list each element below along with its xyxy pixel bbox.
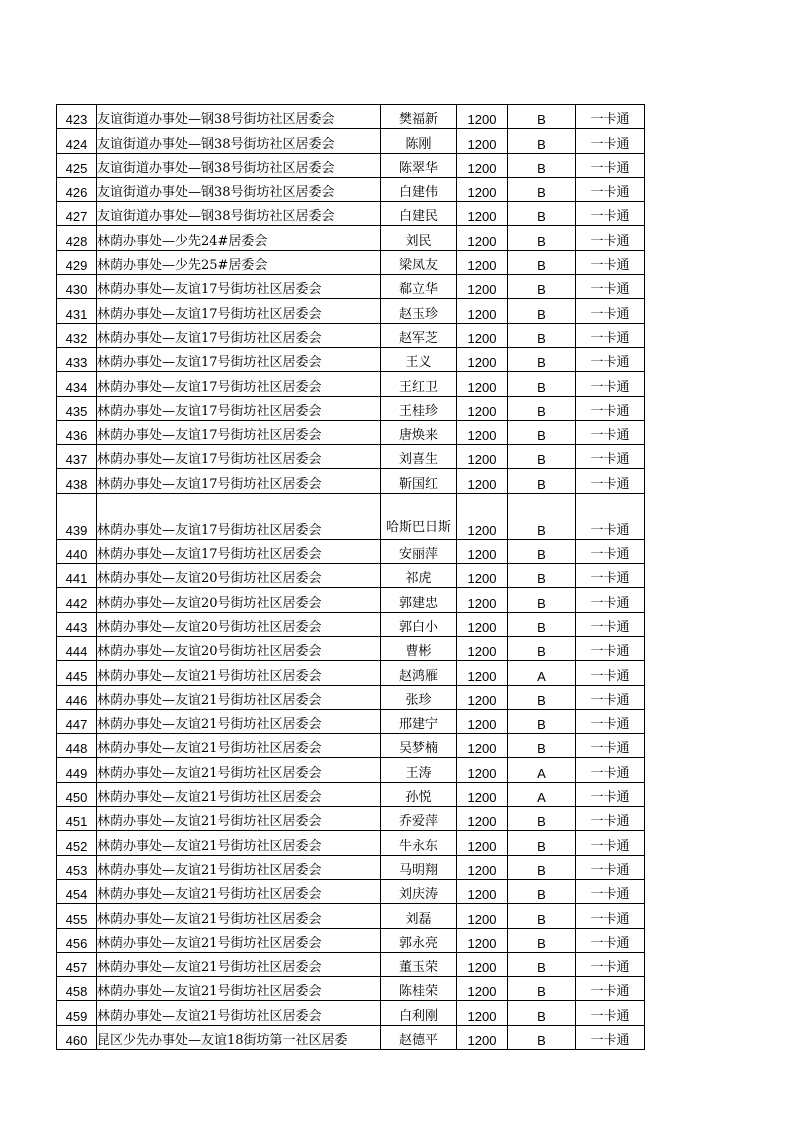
organization-cell: 林荫办事处—友谊21号街坊社区居委会 <box>97 855 381 879</box>
payment-method-cell: 一卡通 <box>576 952 645 976</box>
person-name-cell: 孙悦 <box>381 782 457 806</box>
organization-cell: 林荫办事处—友谊21号街坊社区居委会 <box>97 879 381 903</box>
organization-cell: 林荫办事处—友谊21号街坊社区居委会 <box>97 904 381 928</box>
table-row <box>57 612 645 636</box>
row-number: 441 <box>57 564 97 588</box>
amount-cell: 1200 <box>457 734 508 758</box>
payment-method-cell: 一卡通 <box>576 636 645 660</box>
amount-cell: 1200 <box>457 831 508 855</box>
payment-method-cell: 一卡通 <box>576 177 645 201</box>
table-row <box>57 347 645 371</box>
grade-cell: B <box>508 323 576 347</box>
row-number: 437 <box>57 445 97 469</box>
table-row <box>57 202 645 226</box>
person-name-cell: 樊福新 <box>381 105 457 129</box>
row-number: 428 <box>57 226 97 250</box>
person-name-cell: 唐焕来 <box>381 420 457 444</box>
row-number: 459 <box>57 1001 97 1025</box>
organization-cell: 友谊街道办事处—钢38号街坊社区居委会 <box>97 153 381 177</box>
amount-cell: 1200 <box>457 493 508 539</box>
amount-cell: 1200 <box>457 396 508 420</box>
table-row <box>57 661 645 685</box>
table-row <box>57 323 645 347</box>
person-name-cell: 王涛 <box>381 758 457 782</box>
payment-method-cell: 一卡通 <box>576 347 645 371</box>
person-name-cell: 陈翠华 <box>381 153 457 177</box>
amount-cell: 1200 <box>457 372 508 396</box>
table-row <box>57 588 645 612</box>
amount-cell: 1200 <box>457 153 508 177</box>
table-row <box>57 299 645 323</box>
amount-cell: 1200 <box>457 105 508 129</box>
payment-method-cell: 一卡通 <box>576 831 645 855</box>
table-row <box>57 177 645 201</box>
payment-method-cell: 一卡通 <box>576 709 645 733</box>
grade-cell: B <box>508 1025 576 1049</box>
amount-cell: 1200 <box>457 709 508 733</box>
amount-cell: 1200 <box>457 539 508 563</box>
payment-method-cell: 一卡通 <box>576 1001 645 1025</box>
amount-cell: 1200 <box>457 685 508 709</box>
organization-cell: 林荫办事处—友谊21号街坊社区居委会 <box>97 661 381 685</box>
row-number: 458 <box>57 977 97 1001</box>
table-row <box>57 129 645 153</box>
table-row <box>57 469 645 493</box>
amount-cell: 1200 <box>457 1001 508 1025</box>
grade-cell: B <box>508 831 576 855</box>
row-number: 445 <box>57 661 97 685</box>
person-name-cell: 马明翔 <box>381 855 457 879</box>
grade-cell: B <box>508 177 576 201</box>
grade-cell: A <box>508 782 576 806</box>
table-row <box>57 1025 645 1049</box>
roster-table <box>56 104 645 1050</box>
table-row <box>57 952 645 976</box>
organization-cell: 林荫办事处—友谊21号街坊社区居委会 <box>97 831 381 855</box>
payment-method-cell: 一卡通 <box>576 372 645 396</box>
row-number: 446 <box>57 685 97 709</box>
amount-cell: 1200 <box>457 807 508 831</box>
payment-method-cell: 一卡通 <box>576 855 645 879</box>
payment-method-cell: 一卡通 <box>576 588 645 612</box>
person-name-cell: 刘庆涛 <box>381 879 457 903</box>
grade-cell: B <box>508 734 576 758</box>
organization-cell: 友谊街道办事处—钢38号街坊社区居委会 <box>97 177 381 201</box>
grade-cell: B <box>508 347 576 371</box>
payment-method-cell: 一卡通 <box>576 1025 645 1049</box>
amount-cell: 1200 <box>457 250 508 274</box>
grade-cell: B <box>508 904 576 928</box>
amount-cell: 1200 <box>457 1025 508 1049</box>
row-number: 456 <box>57 928 97 952</box>
payment-method-cell: 一卡通 <box>576 420 645 444</box>
table-row <box>57 636 645 660</box>
payment-method-cell: 一卡通 <box>576 879 645 903</box>
person-name-cell: 梁凤友 <box>381 250 457 274</box>
grade-cell: B <box>508 250 576 274</box>
table-row <box>57 420 645 444</box>
table-row <box>57 105 645 129</box>
row-number: 430 <box>57 275 97 299</box>
amount-cell: 1200 <box>457 129 508 153</box>
row-number: 455 <box>57 904 97 928</box>
payment-method-cell: 一卡通 <box>576 928 645 952</box>
grade-cell: B <box>508 129 576 153</box>
person-name-cell: 邢建宁 <box>381 709 457 733</box>
organization-cell: 林荫办事处—友谊17号街坊社区居委会 <box>97 323 381 347</box>
organization-cell: 林荫办事处—友谊17号街坊社区居委会 <box>97 396 381 420</box>
table-row <box>57 372 645 396</box>
grade-cell: B <box>508 420 576 444</box>
grade-cell: B <box>508 807 576 831</box>
row-number: 429 <box>57 250 97 274</box>
person-name-cell: 赵玉珍 <box>381 299 457 323</box>
person-name-cell: 乔爱萍 <box>381 807 457 831</box>
table-row <box>57 928 645 952</box>
row-number: 424 <box>57 129 97 153</box>
grade-cell: B <box>508 153 576 177</box>
payment-method-cell: 一卡通 <box>576 661 645 685</box>
organization-cell: 林荫办事处—友谊21号街坊社区居委会 <box>97 977 381 1001</box>
row-number: 440 <box>57 539 97 563</box>
organization-cell: 林荫办事处—友谊17号街坊社区居委会 <box>97 539 381 563</box>
table-row <box>57 226 645 250</box>
person-name-cell: 郗立华 <box>381 275 457 299</box>
amount-cell: 1200 <box>457 177 508 201</box>
table-row <box>57 275 645 299</box>
person-name-cell: 曹彬 <box>381 636 457 660</box>
amount-cell: 1200 <box>457 299 508 323</box>
table-row <box>57 758 645 782</box>
table-row <box>57 1001 645 1025</box>
organization-cell: 林荫办事处—友谊20号街坊社区居委会 <box>97 636 381 660</box>
amount-cell: 1200 <box>457 636 508 660</box>
grade-cell: B <box>508 636 576 660</box>
person-name-cell: 白利刚 <box>381 1001 457 1025</box>
grade-cell: B <box>508 879 576 903</box>
organization-cell: 昆区少先办事处—友谊18街坊第一社区居委 <box>97 1025 381 1049</box>
organization-cell: 林荫办事处—友谊21号街坊社区居委会 <box>97 952 381 976</box>
row-number: 450 <box>57 782 97 806</box>
grade-cell: B <box>508 445 576 469</box>
organization-cell: 林荫办事处—友谊21号街坊社区居委会 <box>97 734 381 758</box>
payment-method-cell: 一卡通 <box>576 129 645 153</box>
table-row <box>57 396 645 420</box>
payment-method-cell: 一卡通 <box>576 734 645 758</box>
person-name-cell: 白建民 <box>381 202 457 226</box>
person-name-cell: 刘喜生 <box>381 445 457 469</box>
row-number: 451 <box>57 807 97 831</box>
payment-method-cell: 一卡通 <box>576 612 645 636</box>
row-number: 423 <box>57 105 97 129</box>
organization-cell: 林荫办事处—友谊20号街坊社区居委会 <box>97 588 381 612</box>
person-name-cell: 王桂珍 <box>381 396 457 420</box>
payment-method-cell: 一卡通 <box>576 564 645 588</box>
amount-cell: 1200 <box>457 445 508 469</box>
grade-cell: B <box>508 685 576 709</box>
amount-cell: 1200 <box>457 323 508 347</box>
organization-cell: 林荫办事处—友谊21号街坊社区居委会 <box>97 782 381 806</box>
table-row <box>57 782 645 806</box>
organization-cell: 林荫办事处—友谊17号街坊社区居委会 <box>97 299 381 323</box>
person-name-cell: 郭白小 <box>381 612 457 636</box>
organization-cell: 友谊街道办事处—钢38号街坊社区居委会 <box>97 129 381 153</box>
organization-cell: 林荫办事处—友谊21号街坊社区居委会 <box>97 807 381 831</box>
row-number: 457 <box>57 952 97 976</box>
payment-method-cell: 一卡通 <box>576 226 645 250</box>
table-row <box>57 539 645 563</box>
organization-cell: 林荫办事处—友谊17号街坊社区居委会 <box>97 420 381 444</box>
row-number: 431 <box>57 299 97 323</box>
table-row <box>57 879 645 903</box>
grade-cell: B <box>508 299 576 323</box>
payment-method-cell: 一卡通 <box>576 445 645 469</box>
row-number: 444 <box>57 636 97 660</box>
payment-method-cell: 一卡通 <box>576 396 645 420</box>
amount-cell: 1200 <box>457 202 508 226</box>
payment-method-cell: 一卡通 <box>576 904 645 928</box>
organization-cell: 林荫办事处—友谊21号街坊社区居委会 <box>97 709 381 733</box>
grade-cell: B <box>508 977 576 1001</box>
row-number: 447 <box>57 709 97 733</box>
payment-method-cell: 一卡通 <box>576 685 645 709</box>
amount-cell: 1200 <box>457 661 508 685</box>
person-name-cell: 郭永亮 <box>381 928 457 952</box>
person-name-cell: 赵军芝 <box>381 323 457 347</box>
payment-method-cell: 一卡通 <box>576 493 645 539</box>
organization-cell: 林荫办事处—友谊21号街坊社区居委会 <box>97 758 381 782</box>
amount-cell: 1200 <box>457 758 508 782</box>
row-number: 427 <box>57 202 97 226</box>
table-row <box>57 493 645 539</box>
person-name-cell: 王义 <box>381 347 457 371</box>
table-row <box>57 855 645 879</box>
person-name-cell: 王红卫 <box>381 372 457 396</box>
table-row <box>57 153 645 177</box>
person-name-cell: 陈刚 <box>381 129 457 153</box>
person-name-cell: 刘民 <box>381 226 457 250</box>
row-number: 432 <box>57 323 97 347</box>
table-row <box>57 564 645 588</box>
person-name-cell: 赵德平 <box>381 1025 457 1049</box>
organization-cell: 林荫办事处—友谊17号街坊社区居委会 <box>97 347 381 371</box>
amount-cell: 1200 <box>457 420 508 444</box>
amount-cell: 1200 <box>457 879 508 903</box>
grade-cell: B <box>508 493 576 539</box>
table-row <box>57 831 645 855</box>
row-number: 449 <box>57 758 97 782</box>
grade-cell: B <box>508 564 576 588</box>
grade-cell: B <box>508 105 576 129</box>
person-name-cell: 陈桂荣 <box>381 977 457 1001</box>
grade-cell: B <box>508 1001 576 1025</box>
row-number: 460 <box>57 1025 97 1049</box>
payment-method-cell: 一卡通 <box>576 977 645 1001</box>
row-number: 434 <box>57 372 97 396</box>
organization-cell: 林荫办事处—友谊21号街坊社区居委会 <box>97 928 381 952</box>
payment-method-cell: 一卡通 <box>576 299 645 323</box>
organization-cell: 林荫办事处—友谊20号街坊社区居委会 <box>97 612 381 636</box>
row-number: 425 <box>57 153 97 177</box>
amount-cell: 1200 <box>457 928 508 952</box>
payment-method-cell: 一卡通 <box>576 782 645 806</box>
row-number: 435 <box>57 396 97 420</box>
amount-cell: 1200 <box>457 564 508 588</box>
organization-cell: 林荫办事处—友谊21号街坊社区居委会 <box>97 1001 381 1025</box>
payment-method-cell: 一卡通 <box>576 275 645 299</box>
organization-cell: 友谊街道办事处—钢38号街坊社区居委会 <box>97 202 381 226</box>
person-name-cell: 哈斯巴日斯 <box>381 493 457 539</box>
table-row <box>57 685 645 709</box>
payment-method-cell: 一卡通 <box>576 105 645 129</box>
table-row <box>57 250 645 274</box>
grade-cell: B <box>508 396 576 420</box>
row-number: 433 <box>57 347 97 371</box>
amount-cell: 1200 <box>457 347 508 371</box>
row-number: 448 <box>57 734 97 758</box>
payment-method-cell: 一卡通 <box>576 807 645 831</box>
table-row <box>57 709 645 733</box>
payment-method-cell: 一卡通 <box>576 202 645 226</box>
payment-method-cell: 一卡通 <box>576 469 645 493</box>
grade-cell: A <box>508 758 576 782</box>
grade-cell: B <box>508 275 576 299</box>
amount-cell: 1200 <box>457 904 508 928</box>
grade-cell: A <box>508 661 576 685</box>
grade-cell: B <box>508 588 576 612</box>
row-number: 438 <box>57 469 97 493</box>
table-row <box>57 734 645 758</box>
roster-body <box>57 105 645 1050</box>
row-number: 442 <box>57 588 97 612</box>
grade-cell: B <box>508 928 576 952</box>
table-row <box>57 807 645 831</box>
person-name-cell: 白建伟 <box>381 177 457 201</box>
grade-cell: B <box>508 612 576 636</box>
payment-method-cell: 一卡通 <box>576 539 645 563</box>
amount-cell: 1200 <box>457 275 508 299</box>
grade-cell: B <box>508 709 576 733</box>
organization-cell: 林荫办事处—友谊17号街坊社区居委会 <box>97 445 381 469</box>
organization-cell: 林荫办事处—友谊17号街坊社区居委会 <box>97 275 381 299</box>
organization-cell: 林荫办事处—少先25#居委会 <box>97 250 381 274</box>
table-row <box>57 445 645 469</box>
row-number: 453 <box>57 855 97 879</box>
row-number: 452 <box>57 831 97 855</box>
grade-cell: B <box>508 539 576 563</box>
row-number: 426 <box>57 177 97 201</box>
organization-cell: 林荫办事处—友谊20号街坊社区居委会 <box>97 564 381 588</box>
person-name-cell: 祁虎 <box>381 564 457 588</box>
organization-cell: 林荫办事处—友谊17号街坊社区居委会 <box>97 469 381 493</box>
payment-method-cell: 一卡通 <box>576 758 645 782</box>
person-name-cell: 张珍 <box>381 685 457 709</box>
grade-cell: B <box>508 372 576 396</box>
grade-cell: B <box>508 226 576 250</box>
person-name-cell: 赵鸿雁 <box>381 661 457 685</box>
row-number: 443 <box>57 612 97 636</box>
grade-cell: B <box>508 855 576 879</box>
grade-cell: B <box>508 202 576 226</box>
amount-cell: 1200 <box>457 782 508 806</box>
person-name-cell: 刘磊 <box>381 904 457 928</box>
person-name-cell: 董玉荣 <box>381 952 457 976</box>
table-row <box>57 904 645 928</box>
table-row <box>57 977 645 1001</box>
organization-cell: 林荫办事处—友谊17号街坊社区居委会 <box>97 493 381 539</box>
amount-cell: 1200 <box>457 612 508 636</box>
organization-cell: 林荫办事处—友谊17号街坊社区居委会 <box>97 372 381 396</box>
organization-cell: 林荫办事处—友谊21号街坊社区居委会 <box>97 685 381 709</box>
row-number: 436 <box>57 420 97 444</box>
person-name-cell: 牛永东 <box>381 831 457 855</box>
grade-cell: B <box>508 469 576 493</box>
amount-cell: 1200 <box>457 226 508 250</box>
grade-cell: B <box>508 952 576 976</box>
amount-cell: 1200 <box>457 469 508 493</box>
person-name-cell: 吴梦楠 <box>381 734 457 758</box>
amount-cell: 1200 <box>457 952 508 976</box>
amount-cell: 1200 <box>457 855 508 879</box>
organization-cell: 林荫办事处—少先24#居委会 <box>97 226 381 250</box>
payment-method-cell: 一卡通 <box>576 250 645 274</box>
payment-method-cell: 一卡通 <box>576 323 645 347</box>
row-number: 454 <box>57 879 97 903</box>
payment-method-cell: 一卡通 <box>576 153 645 177</box>
amount-cell: 1200 <box>457 588 508 612</box>
amount-cell: 1200 <box>457 977 508 1001</box>
person-name-cell: 靳国红 <box>381 469 457 493</box>
person-name-cell: 安丽萍 <box>381 539 457 563</box>
organization-cell: 友谊街道办事处—钢38号街坊社区居委会 <box>97 105 381 129</box>
row-number: 439 <box>57 493 97 539</box>
person-name-cell: 郭建忠 <box>381 588 457 612</box>
